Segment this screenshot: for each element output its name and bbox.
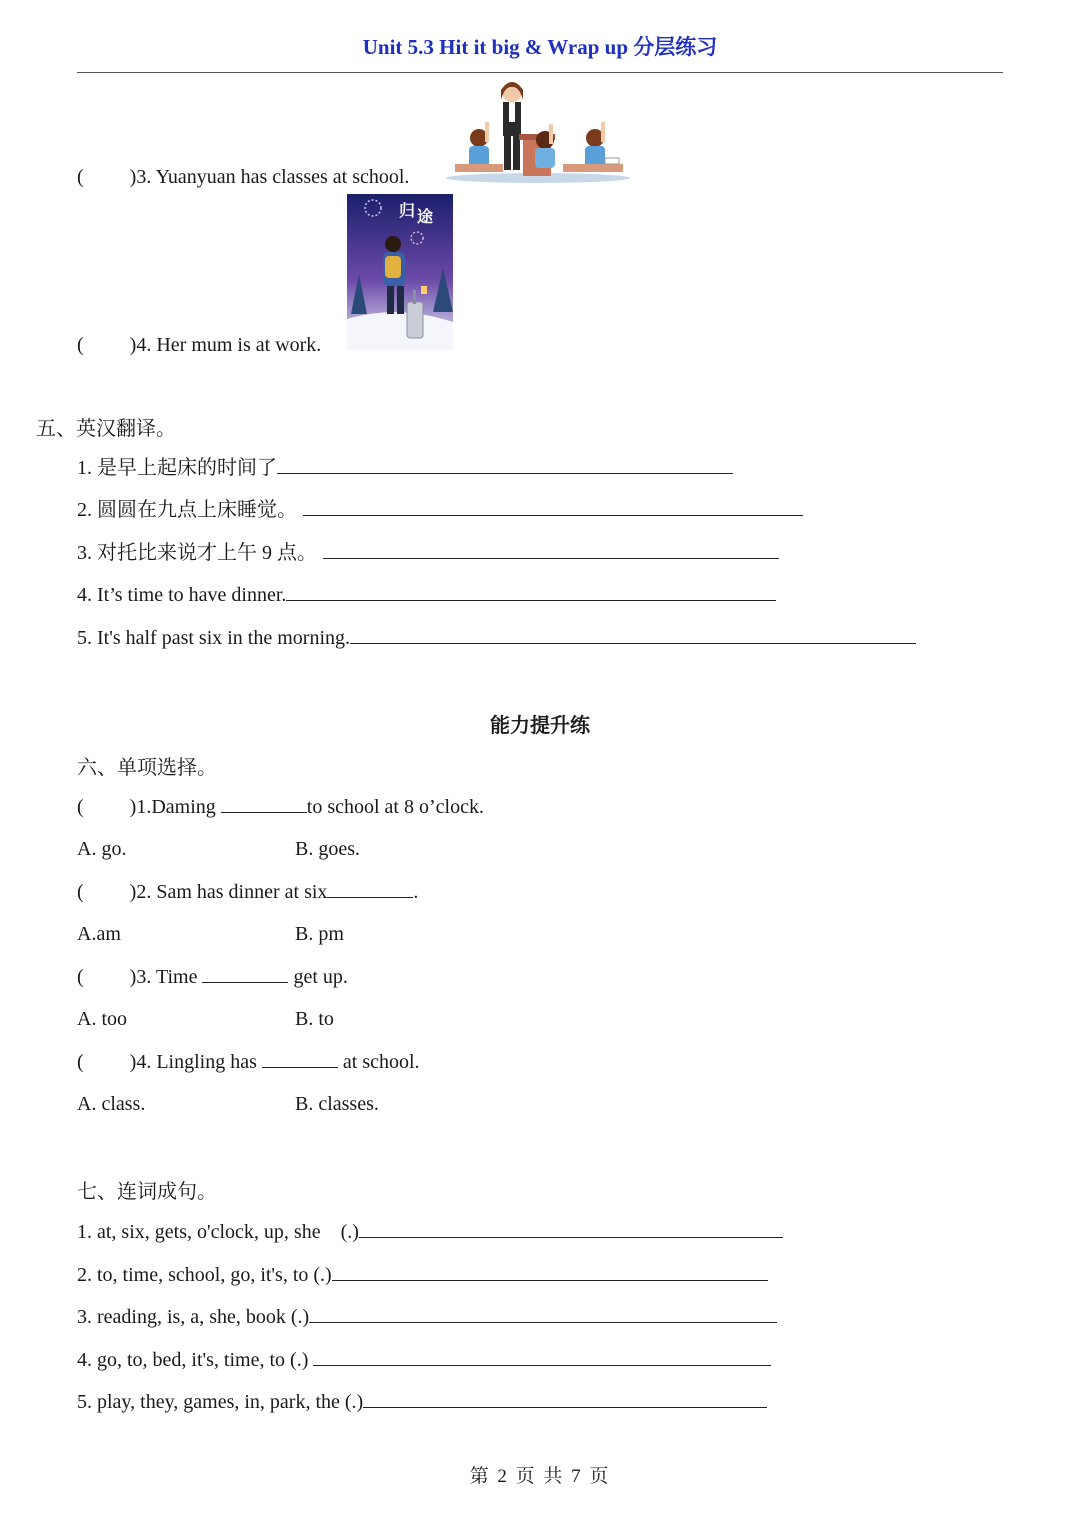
question-text: )4. Her mum is at work. <box>129 334 322 356</box>
sentence-item-1: 1. at, six, gets, o'clock, up, she (.) <box>77 1219 783 1244</box>
choice-1-option-a: A. go. <box>77 838 127 860</box>
answer-blank[interactable] <box>359 1219 783 1238</box>
choice-question-4: ( )4. Lingling has at school. <box>77 1051 420 1073</box>
translation-item-3: 3. 对托比来说才上午 9 点。 <box>77 540 779 565</box>
choice-3-option-a: A. too <box>77 1008 127 1030</box>
sentence-item-2: 2. to, time, school, go, it's, to (.) <box>77 1262 768 1287</box>
header-divider <box>77 72 1003 73</box>
sentence-item-4: 4. go, to, bed, it's, time, to (.) <box>77 1347 771 1372</box>
answer-blank[interactable] <box>277 455 733 474</box>
answer-blank[interactable] <box>202 964 288 983</box>
journey-home-poster <box>347 194 453 350</box>
poster-title-text: 归 <box>399 201 416 220</box>
answer-blank[interactable] <box>262 1049 338 1068</box>
section-7-heading: 七、连词成句。 <box>77 1181 217 1203</box>
document-title: Unit 5.3 Hit it big & Wrap up 分层练习 <box>362 35 718 59</box>
answer-blank[interactable] <box>332 1262 768 1281</box>
choice-question-1: ( )1.Daming to school at 8 o’clock. <box>77 796 484 818</box>
choice-question-3: ( )3. Time get up. <box>77 966 348 988</box>
choice-4-option-a: A. class. <box>77 1093 146 1115</box>
section-5-heading: 五、英汉翻译。 <box>36 418 176 440</box>
answer-blank[interactable] <box>313 1347 771 1366</box>
answer-blank[interactable] <box>327 879 413 898</box>
translation-item-1: 1. 是早上起床的时间了 <box>77 455 733 480</box>
choice-3-option-b: B. to <box>295 1008 334 1030</box>
choice-question-2: ( )2. Sam has dinner at six . <box>77 881 419 903</box>
answer-blank[interactable] <box>323 540 779 559</box>
translation-item-2: 2. 圆圆在九点上床睡觉。 <box>77 497 803 522</box>
answer-blank[interactable] <box>350 625 916 644</box>
choice-1-option-b: B. goes. <box>295 838 360 860</box>
question-4-3 <box>77 165 409 189</box>
answer-blank[interactable] <box>286 582 776 601</box>
answer-blank[interactable] <box>309 1304 777 1323</box>
answer-blank[interactable] <box>303 497 803 516</box>
answer-paren: ( <box>77 166 84 188</box>
choice-2-option-b: B. pm <box>295 923 344 945</box>
page-number-footer: 第 2 页 共 7 页 <box>469 1466 611 1487</box>
answer-blank[interactable] <box>363 1389 767 1408</box>
translation-item-4: 4. It’s time to have dinner. <box>77 582 776 607</box>
classroom-illustration <box>445 78 631 184</box>
translation-item-5: 5. It's half past six in the morning. <box>77 625 916 650</box>
question-text: )3. Yuanyuan has classes at school. <box>129 166 410 188</box>
section-6-heading: 六、单项选择。 <box>77 757 217 779</box>
advanced-practice-heading: 能力提升练 <box>490 713 590 737</box>
answer-blank[interactable] <box>221 794 307 813</box>
sentence-item-5: 5. play, they, games, in, park, the (.) <box>77 1389 767 1414</box>
answer-paren: ( <box>77 334 84 356</box>
question-4-4 <box>77 333 321 357</box>
choice-4-option-b: B. classes. <box>295 1093 379 1115</box>
sentence-item-3: 3. reading, is, a, she, book (.) <box>77 1304 777 1329</box>
choice-2-option-a: A.am <box>77 923 121 945</box>
svg-text:途: 途 <box>417 207 434 226</box>
